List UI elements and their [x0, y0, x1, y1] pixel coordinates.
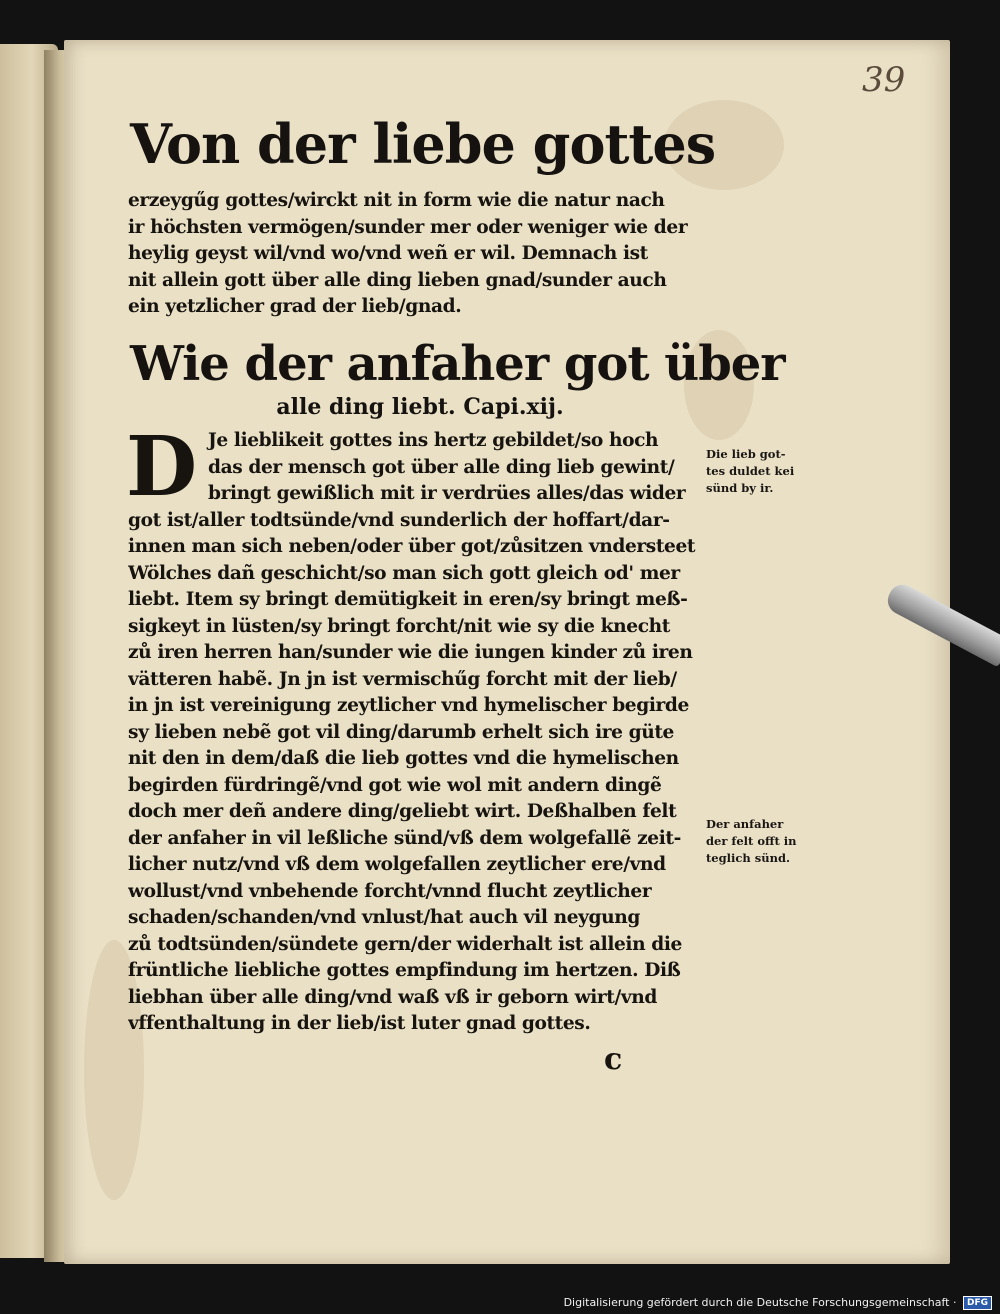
margin-note: [706, 446, 814, 497]
text-line: ein yetzlicher grad der lieb/gnad.: [128, 296, 462, 317]
text-line: nit allein gott über alle ding lieben gnad/sunder auch: [128, 269, 667, 291]
text-line: schaden/schanden/vnd vnlust/hat auch vil neygung: [128, 907, 640, 928]
text-line: heylig geyst wil/vnd wo/vnd weñ er wil. Demnach ist: [128, 243, 648, 264]
text-line: liebhan über alle ding/vnd waß vß ir geborn wirt/vnd: [128, 986, 657, 1008]
text-line: das der mensch got über alle ding lieb gewint/: [208, 456, 675, 478]
text-line: innen man sich neben/oder über got/zůsitzen vndersteet: [128, 536, 696, 557]
signature-mark: c: [604, 1042, 623, 1077]
margin-note-line: teglich sünd.: [706, 851, 791, 865]
intro-paragraph: [128, 188, 702, 321]
text-line: ir höchsten vermögen/sunder mer oder weniger wie der: [128, 216, 688, 238]
text-line: früntliche liebliche gottes empfindung im hertzen. Diß: [128, 960, 681, 981]
text-line: begirden fürdringẽ/vnd got wie wol mit andern dingẽ: [128, 774, 662, 796]
text-line: erzeygűg gottes/wirckt nit in form wie die natur nach: [128, 190, 665, 211]
text-line: in jn ist vereinigung zeytlicher vnd hymelischer begirde: [128, 695, 689, 716]
text-line: sigkeyt in lüsten/sy bringt forcht/nit wie sy die knecht: [128, 615, 670, 637]
margin-note-line: tes duldet kei: [706, 464, 795, 478]
text-line: wollust/vnd vnbehende forcht/vnnd flucht zeytlicher: [128, 880, 652, 902]
chapter-paragraph: [126, 419, 702, 1038]
text-line: vffenthaltung in der lieb/ist luter gnad gottes.: [128, 1013, 591, 1034]
text-line: doch mer deñ andere ding/geliebt wirt. Deßhalben felt: [128, 801, 677, 822]
text-line: Je lieblikeit gottes ins hertz gebildet/so hoch: [208, 430, 659, 451]
text-line: sy lieben nebẽ got vil ding/darumb erhelt sich ire güte: [128, 721, 674, 743]
footer-credit: [564, 1296, 992, 1310]
text-line: Wölches dañ geschicht/so man sich gott gleich od' mer: [128, 562, 680, 584]
text-line: zů todtsünden/sündete gern/der widerhalt ist allein die: [128, 933, 682, 955]
margin-note: [706, 816, 814, 867]
text-line: vätteren habẽ. Jn jn ist vermischűg forcht mit der lieb/: [128, 668, 677, 690]
page-number: 39: [862, 60, 906, 100]
margin-note-line: sünd by ir.: [706, 481, 774, 495]
section-heading: Von der liebe gottes: [130, 112, 716, 176]
chapter-heading: Wie der anfaher got über: [130, 336, 785, 392]
text-line: liebt. Item sy bringt demütigkeit in eren/sy bringt meß-: [128, 589, 688, 610]
text-line: der anfaher in vil leßliche sünd/vß dem wolgefallẽ zeit-: [128, 827, 681, 849]
margin-note-line: Der anfaher: [706, 817, 784, 831]
chapter-subheading: alle ding liebt. Capi.xij.: [276, 394, 564, 420]
footer-text: Digitalisierung gefördert durch die Deutsche Forschungsgemeinschaft ·: [563, 1296, 957, 1309]
drop-initial: D: [126, 419, 198, 515]
text-line: got ist/aller todtsünde/vnd sunderlich der hoffart/dar-: [128, 509, 670, 531]
text-line: bringt gewißlich mit ir verdrües alles/das wider: [208, 483, 686, 504]
dfg-logo-icon: DFG: [963, 1296, 992, 1310]
margin-note-line: Die lieb got-: [706, 447, 786, 461]
text-line: zů iren herren han/sunder wie die iungen kinder zů iren: [128, 642, 693, 663]
margin-note-line: der felt offt in: [706, 834, 797, 848]
text-line: licher nutz/vnd vß dem wolgefallen zeytlicher ere/vnd: [128, 854, 666, 875]
text-line: nit den in dem/daß die lieb gottes vnd die hymelischen: [128, 748, 679, 769]
